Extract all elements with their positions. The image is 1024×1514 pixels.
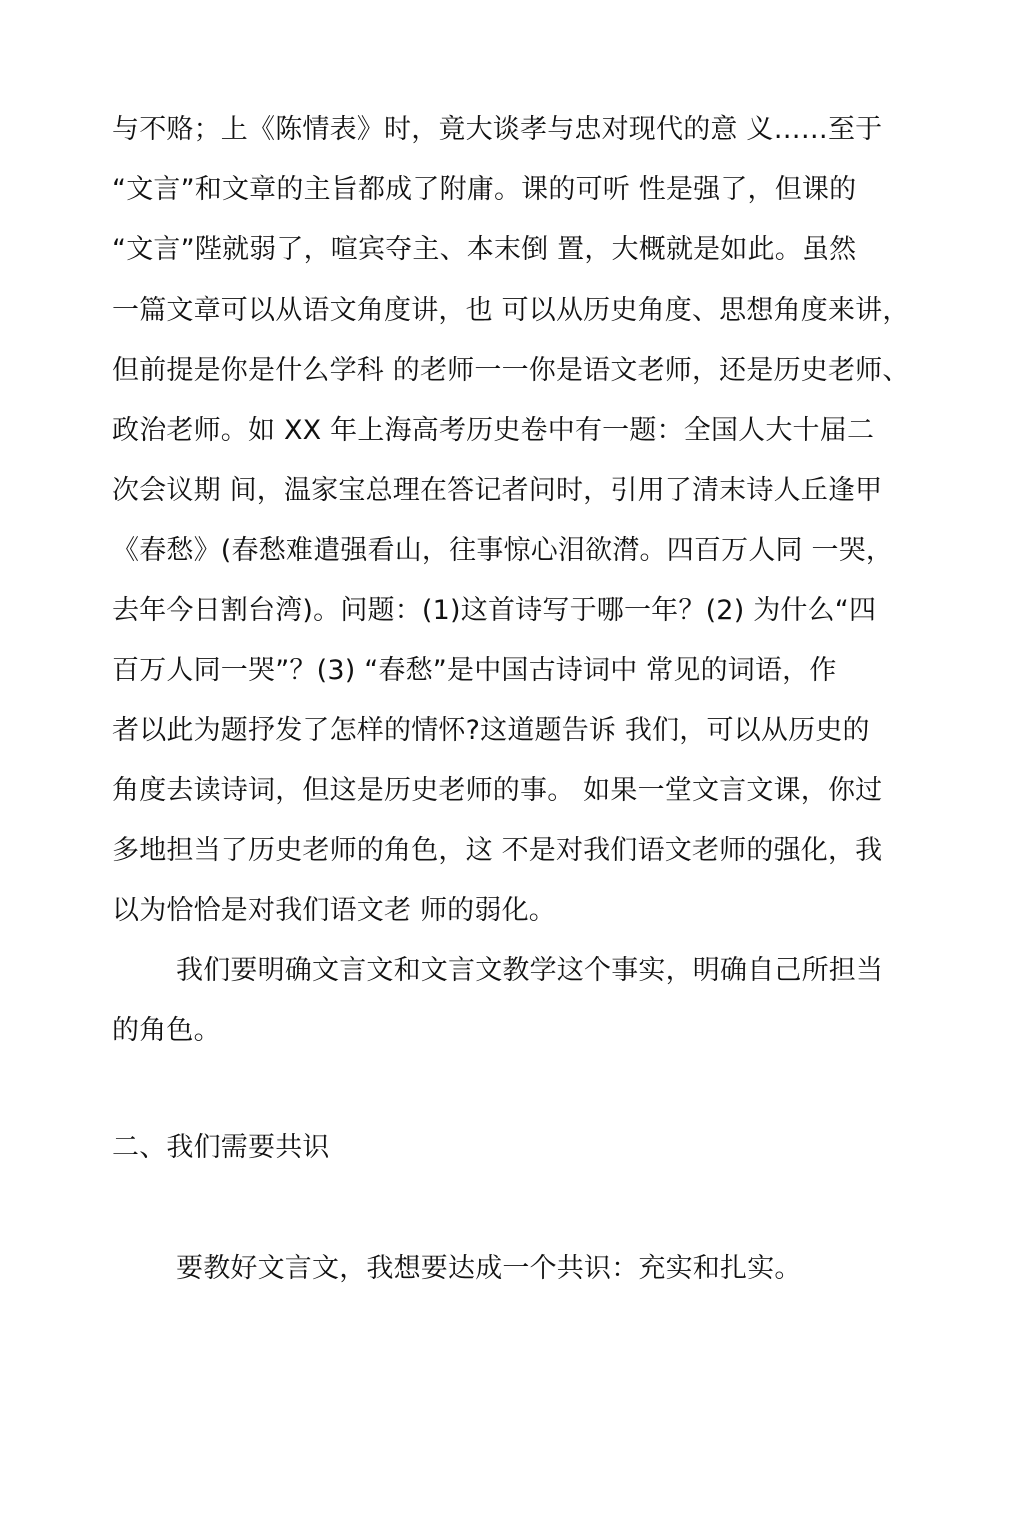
text-line: “文言”陛就弱了，喧宾夺主、本末倒 置，大概就是如此。虽然	[112, 234, 857, 265]
text-line: 角度去读诗词，但这是历史老师的事。 如果一堂文言文课，你过	[112, 775, 883, 806]
text-line: 但前提是你是什么学科 的老师一一你是语文老师，还是历史老师、	[112, 355, 910, 386]
text-line: 与不赂；上《陈情表》时，竟大谈孝与忠对现代的意 义……至于	[112, 114, 883, 145]
text-line: “文言”和文章的主旨都成了附庸。课的可听 性是强了，但课的	[112, 174, 857, 205]
text-line: 百万人同一哭”？(3) “春愁”是中国古诗词中 常见的词语，作	[112, 655, 837, 686]
text-line: 《春愁》(春愁难遣强看山，往事惊心泪欲潸。四百万人同 一哭，	[112, 535, 894, 566]
text-line: 多地担当了历史老师的角色，这 不是对我们语文老师的强化，我	[112, 835, 883, 866]
text-line: 政治老师。如 XX 年上海高考历史卷中有一题：全国人大十届二	[112, 415, 875, 446]
text-line: 去年今日割台湾)。问题：(1)这首诗写于哪一年？(2) 为什么“四	[112, 595, 877, 626]
text-line: 者以此为题抒发了怎样的情怀?这道题告诉 我们，可以从历史的	[112, 715, 870, 746]
text-line: 以为恰恰是对我们语文老 师的弱化。	[112, 895, 556, 926]
section-heading: 二、我们需要共识	[112, 1132, 330, 1163]
text-line: 一篇文章可以从语文角度讲，也 可以从历史角度、思想角度来讲，	[112, 295, 910, 326]
text-line: 次会议期 间，温家宝总理在答记者问时，引用了清末诗人丘逢甲	[112, 475, 883, 506]
text-line: 的角色。	[112, 1015, 221, 1046]
text-line: 我们要明确文言文和文言文教学这个事实，明确自己所担当	[176, 955, 884, 986]
text-line: 要教好文言文，我想要达成一个共识：充实和扎实。	[176, 1253, 802, 1284]
